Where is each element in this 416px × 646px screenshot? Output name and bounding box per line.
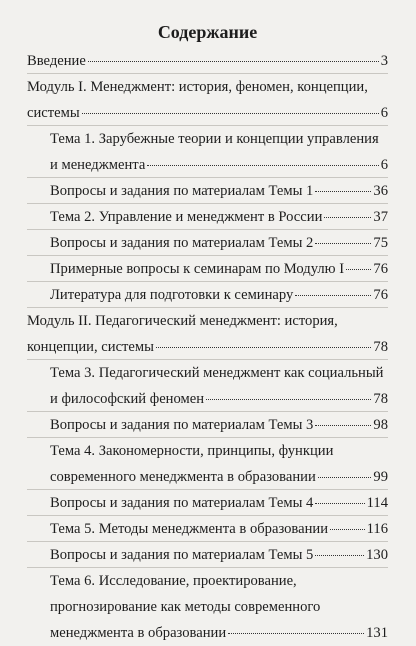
toc-entry — [27, 126, 388, 178]
toc-page-number: 114 — [366, 495, 388, 511]
leader-dots — [315, 503, 364, 504]
toc-entry-line — [50, 282, 388, 308]
toc-entry-text: Вопросы и задания по материалам Темы 1 — [50, 183, 314, 199]
leader-dots — [330, 529, 365, 530]
toc-entry-line — [27, 334, 388, 360]
entry-separator — [27, 359, 388, 360]
toc-entry-line — [50, 620, 388, 646]
toc-page-number: 6 — [380, 157, 388, 173]
toc-entry-text: Тема 3. Педагогический менеджмент как социальный — [50, 365, 384, 381]
entry-separator — [27, 515, 388, 516]
leader-dots — [315, 191, 371, 192]
toc-page-number: 6 — [380, 105, 388, 121]
toc-entry-text: Введение — [27, 53, 86, 69]
toc-page-number: 75 — [373, 235, 388, 251]
entry-separator — [27, 307, 388, 308]
toc-entry-line — [50, 152, 388, 178]
leader-dots — [228, 633, 364, 634]
toc-entry — [27, 48, 388, 74]
toc-entry — [27, 308, 388, 360]
toc-page-number: 37 — [373, 209, 388, 225]
toc-entry-text: Вопросы и задания по материалам Темы 5 — [50, 547, 314, 563]
toc-entry — [27, 74, 388, 126]
toc-entry-text: и философский феномен — [50, 391, 205, 407]
toc-page-number: 36 — [373, 183, 388, 199]
toc-entry-line — [50, 230, 388, 256]
toc-page-number: 78 — [373, 339, 388, 355]
entry-separator — [27, 489, 388, 490]
toc-entry — [27, 282, 388, 308]
entry-separator — [27, 411, 388, 412]
toc-entry-line — [27, 74, 388, 100]
entry-separator — [27, 177, 388, 178]
toc-entry-text: и менеджмента — [50, 157, 146, 173]
toc-entry-line — [27, 100, 388, 126]
leader-dots — [346, 269, 371, 270]
toc-entry-text: Тема 4. Закономерности, принципы, функции — [50, 443, 334, 459]
toc-entry-line — [50, 126, 388, 152]
toc-entry-line — [50, 412, 388, 438]
leader-dots — [318, 477, 372, 478]
leader-dots — [82, 113, 379, 114]
toc-entry-line — [50, 386, 388, 412]
leader-dots — [147, 165, 378, 166]
toc-page-number: 3 — [380, 53, 388, 69]
toc-entry-line — [50, 568, 388, 594]
toc-entry-text: Тема 1. Зарубежные теории и концепции управления — [50, 131, 379, 147]
toc-entry — [27, 490, 388, 516]
page-title: Содержание — [157, 22, 258, 42]
toc-entry-line — [50, 204, 388, 230]
toc-entry-text: прогнозирование как методы современного — [50, 599, 321, 615]
toc-entry-line — [50, 516, 388, 542]
toc-entry — [27, 204, 388, 230]
toc-entry-line — [27, 48, 388, 74]
toc-entry — [27, 256, 388, 282]
toc-entry-line — [27, 308, 388, 334]
toc-entry-text: Модуль I. Менеджмент: история, феномен, концепции, — [27, 79, 368, 95]
entry-separator — [27, 203, 388, 204]
toc-entry-line — [50, 256, 388, 282]
toc-entry-line — [50, 438, 388, 464]
entry-separator — [27, 73, 388, 74]
toc-page-number: 130 — [366, 547, 388, 563]
entry-separator — [27, 437, 388, 438]
toc-entry — [27, 568, 388, 646]
leader-dots — [88, 61, 379, 62]
toc-page-number: 76 — [373, 261, 388, 277]
toc-entry-text: Вопросы и задания по материалам Темы 2 — [50, 235, 314, 251]
toc-entry-line — [50, 178, 388, 204]
toc-entry-text: концепции, системы — [27, 339, 154, 355]
leader-dots — [156, 347, 371, 348]
toc-page-number: 99 — [373, 469, 388, 485]
toc-entry — [27, 542, 388, 568]
leader-dots — [315, 425, 371, 426]
entry-separator — [27, 541, 388, 542]
toc-entry-text: менеджмента в образовании — [50, 625, 227, 641]
toc-entry-text: системы — [27, 105, 80, 121]
leader-dots — [315, 555, 364, 556]
entry-separator — [27, 255, 388, 256]
toc-entry-text: Вопросы и задания по материалам Темы 3 — [50, 417, 314, 433]
toc-entry-text: Тема 2. Управление и менеджмент в России — [50, 209, 323, 225]
toc-entry-text: Модуль II. Педагогический менеджмент: история, — [27, 313, 338, 329]
toc-entry — [27, 178, 388, 204]
toc-entry — [27, 230, 388, 256]
toc-entry — [27, 438, 388, 490]
entry-separator — [27, 567, 388, 568]
leader-dots — [206, 399, 371, 400]
toc-entry — [27, 516, 388, 542]
toc-page-number: 116 — [366, 521, 388, 537]
toc-entry-line — [50, 490, 388, 516]
toc-entry-text: Примерные вопросы к семинарам по Модулю I — [50, 261, 345, 277]
entry-separator — [27, 125, 388, 126]
toc-entry-line — [50, 542, 388, 568]
toc-entry — [27, 412, 388, 438]
toc-page-number: 98 — [373, 417, 388, 433]
leader-dots — [315, 243, 371, 244]
toc-page-number: 131 — [366, 625, 388, 641]
toc-entry — [27, 360, 388, 412]
toc-entry-text: современного менеджмента в образовании — [50, 469, 316, 485]
toc-entry-line — [50, 464, 388, 490]
toc-entry-text: Тема 5. Методы менеджмента в образовании — [50, 521, 329, 537]
entry-separator — [27, 229, 388, 230]
toc-entry-text: Литература для подготовки к семинару — [50, 287, 294, 303]
toc-entry-text: Вопросы и задания по материалам Темы 4 — [50, 495, 314, 511]
table-of-contents — [27, 48, 388, 646]
leader-dots — [324, 217, 371, 218]
toc-page-number: 76 — [373, 287, 388, 303]
toc-entry-line — [50, 360, 388, 386]
toc-page-number: 78 — [373, 391, 388, 407]
toc-entry-text: Тема 6. Исследование, проектирование, — [50, 573, 297, 589]
entry-separator — [27, 281, 388, 282]
leader-dots — [295, 295, 371, 296]
toc-entry-line — [50, 594, 388, 620]
